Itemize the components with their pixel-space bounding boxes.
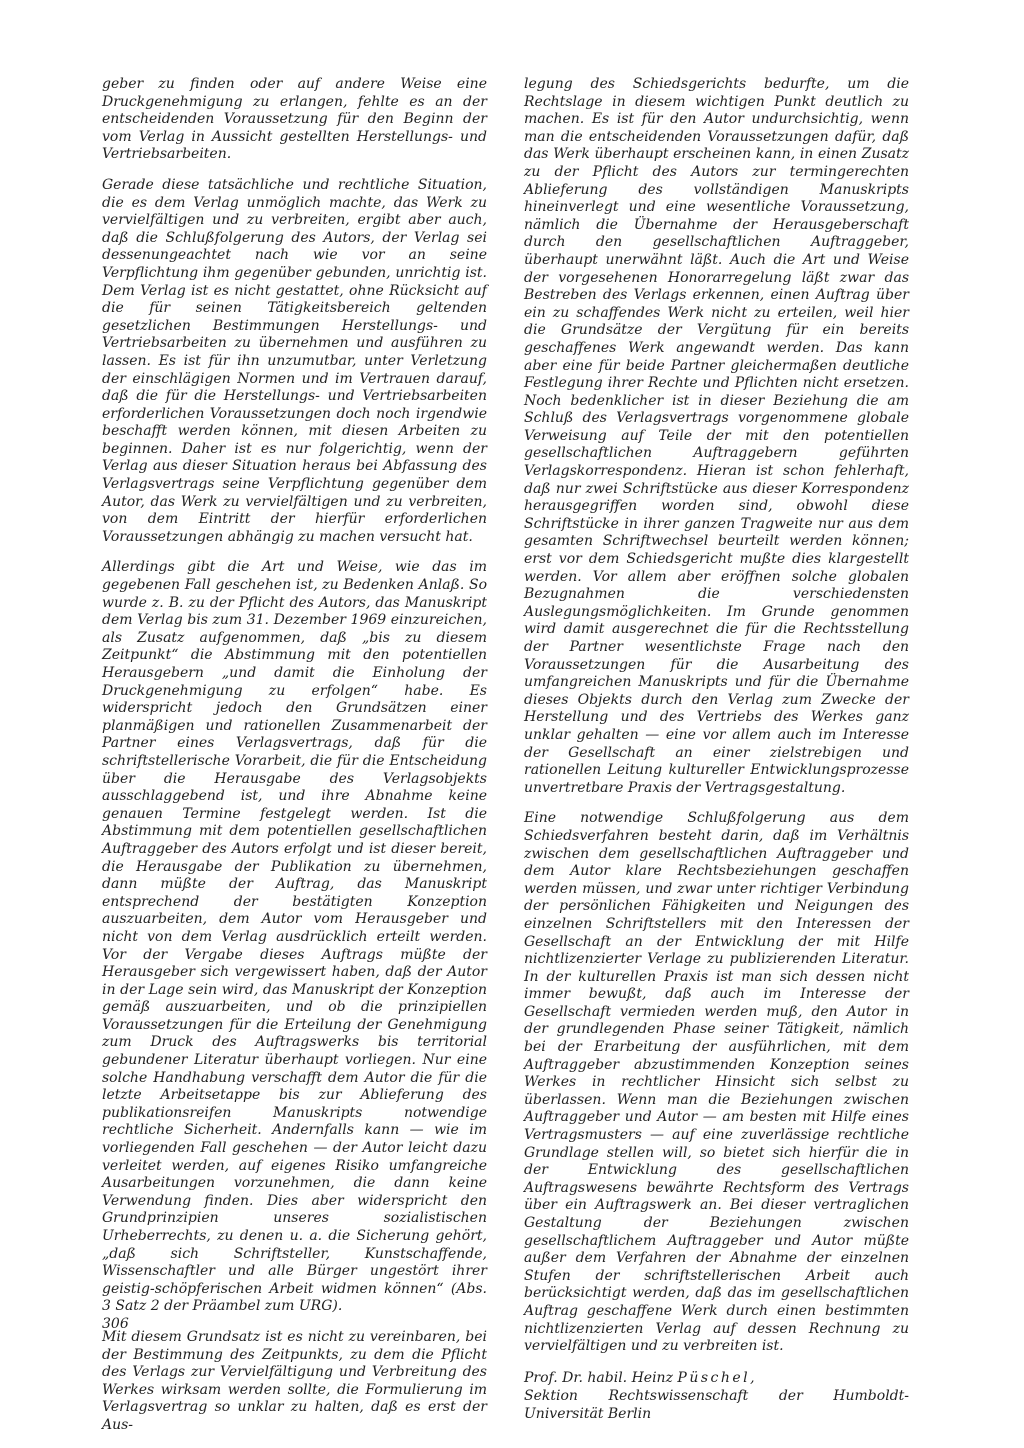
paragraph: Eine notwendige Schlußfolgerung aus dem Schiedsverfahren besteht darin, daß im Verhältnis zwischen dem gesellschaftlichen Auftraggeber und dem Autor klare Rechtsbeziehungen geschaffen werden müssen, und zwar unter richtiger Verbindung der persönlichen Fähigkeiten und Neigungen des einzelnen Schriftstellers mit den Interessen der Gesellschaft an der Entwicklung der mit Hilfe nichtlizenzierter Verlage zu publizierenden Literatur. In der kulturellen Praxis ist man sich dessen nicht immer bewußt, daß auch im Interesse der Gesellschaft vermieden werden muß, den Autor in der grundlegenden Phase seiner Tätigkeit, nämlich bei der Erarbeitung der ausführlichen, mit dem Auftraggeber abzustimmenden Konzeption seines Werkes in rechtlicher Hinsicht sich selbst zu überlassen. Wenn man die Beziehungen zwischen Auftraggeber und Autor — am besten mit Hilfe eines Vertragsmusters — auf eine zuverlässige rechtliche Grundlage stellen will, so bietet sich hierfür die in der Entwicklung des gesellschaftlichen Auftragswesens bewährte Rechtsform des Vertrags über ein Auftragswerk an. Bei dieser vertraglichen Gestaltung der Beziehungen zwischen gesellschaftlichem Auftraggeber und Autor müßte außer dem Verfahren der Abnahme der einzelnen Stufen der schriftstellerischen Arbeit auch berücksichtigt werden, daß das im gesellschaftlichen Auftrag geschaffene Werk durch einen bestimmten nichtlizenzierten Verlag auf dessen Rechnung zu vervielfältigen und zu verbreiten ist. [524,810,909,1355]
paragraph: legung des Schiedsgerichts bedurfte, um die Rechtslage in diesem wichtigen Punkt deutlich zu machen. Es ist für den Autor undurchsichtig, wenn man die entscheidenden Voraussetzungen dafür, daß das Werk überhaupt erscheinen kann, in einen Zusatz zu der Pflicht des Autors zur termingerechten Ablieferung des vollständigen Manuskripts hineinverlegt und eine wesentliche Voraussetzung, nämlich die Übernahme der Herausgeberschaft durch den gesellschaftlichen Auftraggeber, überhaupt unerwähnt läßt. Auch die Art und Weise der vorgesehenen Honorarregelung läßt zwar das Bestreben des Verlags erkennen, einen Auftrag über ein zu schaffendes Werk nicht zu erteilen, weil hier die Grundsätze der Vergütung für ein bereits geschaffenes Werk angewandt werden. Das kann aber eine für beide Partner gleichermaßen deutliche Festlegung ihrer Rechte und Pflichten nicht ersetzen. Noch bedenklicher ist in dieser Beziehung die am Schluß des Verlagsvertrags vorgenommene globale Verweisung auf Teile der mit den potentiellen gesellschaftlichen Auftraggebern geführten Verlagskorrespondenz. Hieran ist schon fehlerhaft, daß nur zwei Schriftstücke aus dieser Korrespondenz herausgegriffen worden sind, obwohl diese Schriftstücke in ihrer ganzen Tragweite nur aus dem gesamten Schriftwechsel beurteilt werden können; erst vor dem Schiedsgericht mußte dies klargestellt werden. Vor allem aber eröffnen solche globalen Bezugnahmen die verschiedensten Auslegungsmöglichkeiten. Im Grunde genommen wird damit ausgerechnet die für die Rechtsstellung der Partner wesentlichste Frage nach den Voraussetzungen für die Ausarbeitung des umfangreichen Manuskripts und für die Übernahme dieses Objekts durch den Verlag zum Zwecke der Herstellung und des Vertriebs des Werkes ganz unklar gehalten — eine vor allem auch im Interesse der Gesellschaft an einer zielstrebigen und rationellen Leitung kultureller Entwicklungsprozesse unvertretbare Praxis der Vertragsgestaltung. [524,76,909,796]
page-number: 306 [102,1316,129,1332]
paragraph: Allerdings gibt die Art und Weise, wie das im gegebenen Fall geschehen ist, zu Bedenken Anlaß. So wurde z. B. zu der Pflicht des Autors, das Manuskript dem Verlag bis zum 31. Dezember 1969 einzureichen, als Zusatz aufgenommen, daß „bis zu diesem Zeitpunkt“ die Abstimmung mit den potentiellen Herausgebern „und damit die Einholung der Druckgenehmigung zu erfolgen“ habe. Es widerspricht jedoch den Grundsätzen einer planmäßigen und rationellen Zusammenarbeit der Partner eines Verlagsvertrags, daß für die schriftstellerische Vorarbeit, die für die Entscheidung über die Herausgabe des Verlagsobjekts ausschlaggebend ist, und ihre Abnahme keine genauen Termine festgelegt werden. Ist die Abstimmung mit dem potentiellen gesellschaftlichen Auftraggeber des Autors erfolgt und ist dieser bereit, die Herausgabe der Publikation zu übernehmen, dann müßte der Auftrag, das Manuskript entsprechend der bestätigten Konzeption auszuarbeiten, dem Autor vom Herausgeber und nicht von dem Verlag ausdrücklich erteilt werden. Vor der Vergabe dieses Auftrags müßte der Herausgeber sich vergewissert haben, daß der Autor in der Lage sein wird, das Manuskript der Konzeption gemäß auszuarbeiten, und ob die prinzipiellen Voraussetzungen für die Erteilung der Genehmigung zum Druck des Auftragswerks bis territorial gebundener Literatur überhaupt vorliegen. Nur eine solche Handhabung verschafft dem Autor die für die letzte Arbeitsetappe bis zur Ablieferung des publikationsreifen Manuskripts notwendige rechtliche Sicherheit. Andernfalls kann — wie im vorliegenden Fall geschehen — der Autor leicht dazu verleitet werden, auf eigenes Risiko umfangreiche Ausarbeitungen vorzunehmen, die dann keine Verwendung finden. Dies aber widerspricht den Grundprinzipien unseres sozialistischen Urheberrechts, zu denen u. a. die Sicherung gehört, „daß sich Schriftsteller, Kunstschaffende, Wissenschaftler und alle Bürger ungestört ihrer geistig-schöpferischen Arbeit widmen können“ (Abs. 3 Satz 2 der Präambel zum URG). [102,559,487,1315]
author-signature-block [524,1369,909,1423]
left-column [102,76,487,1448]
author-title: Prof. Dr. habil. Heinz [524,1369,678,1386]
author-name-comma: , [750,1369,755,1386]
author-surname: Püschel [677,1369,751,1386]
right-column [524,76,909,1423]
paragraph: Gerade diese tatsächliche und rechtliche Situation, die es dem Verlag unmöglich machte, das Werk zu vervielfältigen und zu verbreiten, ergibt aber auch, daß die Schlußfolgerung des Autors, der Verlag sei dessenungeachtet nach wie vor an seine Verpflichtung ihm gegenüber gebunden, unrichtig ist. Dem Verlag ist es nicht gestattet, ohne Rücksicht auf die für seinen Tätigkeitsbereich geltenden gesetzlichen Bestimmungen Herstellungs- und Vertriebsarbeiten zu übernehmen und ausführen zu lassen. Es ist für ihn unzumutbar, unter Verletzung der einschlägigen Normen und im Vertrauen darauf, daß die für die Herstellungs- und Vertriebsarbeiten erforderlichen Voraussetzungen doch noch irgendwie beschafft werden können, mit diesen Arbeiten zu beginnen. Daher ist es nur folgerichtig, wenn der Verlag aus dieser Situation heraus bei Abfassung des Verlagsvertrags seine Verpflichtung gegenüber dem Autor, das Werk zu vervielfältigen und zu verbreiten, von dem Eintritt der hierfür erforderlichen Voraussetzungen abhängig zu machen versucht hat. [102,176,487,545]
author-affiliation: Sektion Rechtswissenschaft der Humboldt-Universität Berlin [524,1387,909,1422]
author-name-line [524,1369,909,1387]
paragraph: Mit diesem Grundsatz ist es nicht zu vereinbaren, bei der Bestimmung des Zeitpunkts, zu dem die Pflicht des Verlags zur Vervielfältigung und Verbreitung des Werkes wirksam werden sollte, die Formulierung im Verlagsvertrag so unklar zu halten, daß es erst der Aus- [102,1328,487,1433]
paragraph: geber zu finden oder auf andere Weise eine Druckgenehmigung zu erlangen, fehlte es an der entscheidenden Voraussetzung für den Beginn der vom Verlag in Aussicht gestellten Herstellungs- und Vertriebsarbeiten. [102,76,487,163]
